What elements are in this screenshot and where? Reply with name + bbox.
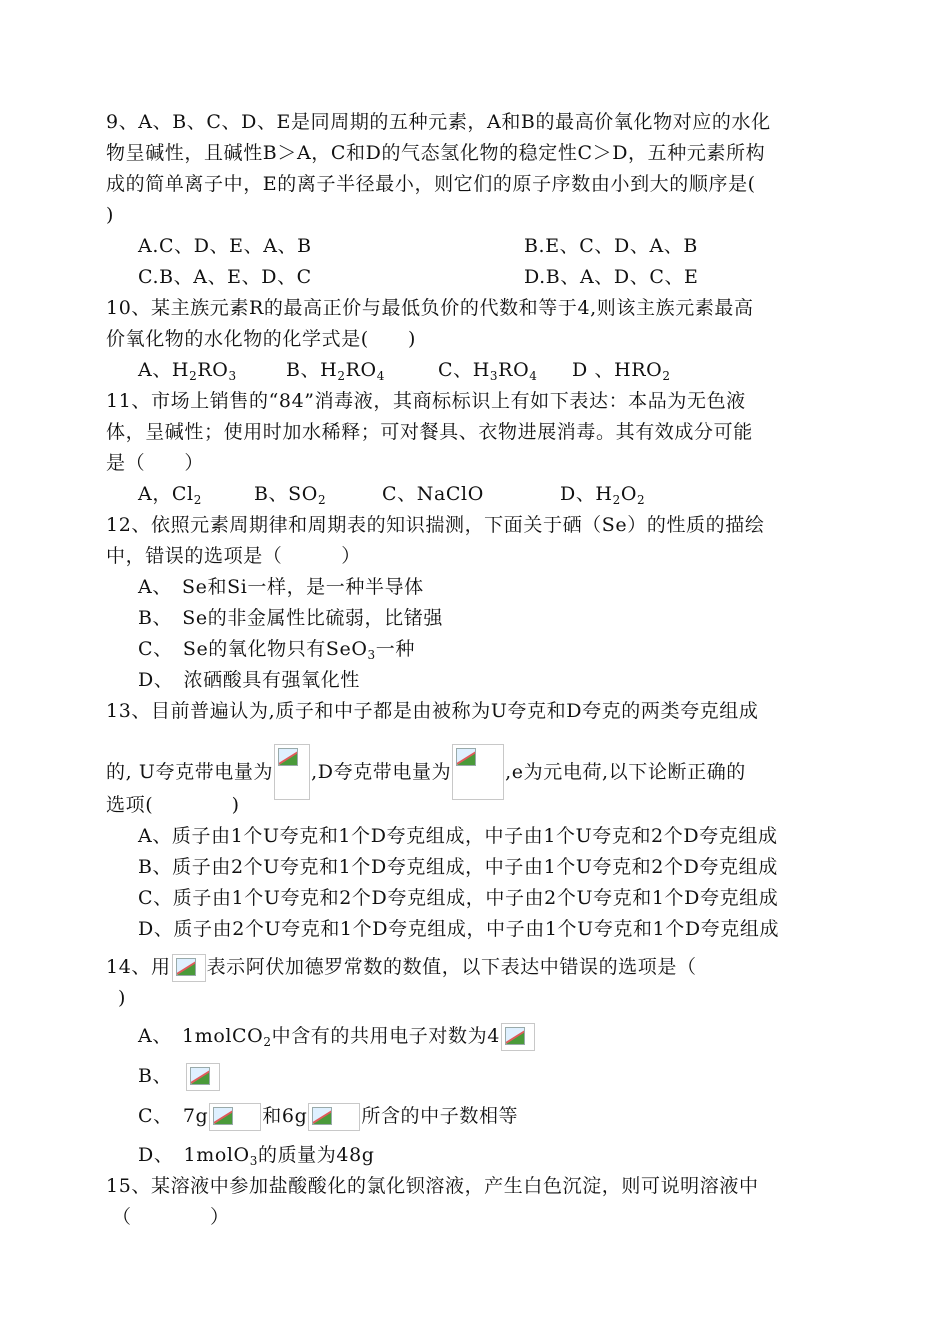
q14-line-1: 14、用 表示阿伏加德罗常数的数值，以下表达中错误的选项是（	[106, 953, 697, 982]
q10-option-d: D 、$HRO_2$	[572, 359, 671, 383]
q10-line-2: 价氧化物的水化物的化学式是( )	[106, 328, 417, 350]
q9-option-a: A.C、D、E、A、B	[138, 235, 312, 257]
q12-line-1: 12、依照元素周期律和周期表的知识揣测，下面关于硒（Se）的性质的描绘	[106, 514, 765, 536]
q11-option-b: B、$SO_2$	[254, 483, 327, 507]
broken-image-icon	[308, 1103, 360, 1131]
q11-option-c: C、NaClO	[382, 483, 484, 505]
q12-option-c: C、 Se的氧化物只有SeO$_3$一种	[138, 638, 415, 662]
q11-line-3: 是（ ）	[106, 452, 205, 474]
q11-line-2: 体，呈碱性；使用时加水稀释；可对餐具、衣物进展消毒。其有效成分可能	[106, 421, 753, 443]
q14-option-d: D、 1molO$_3$的质量为48g	[138, 1144, 375, 1168]
q14-option-b: B、	[138, 1062, 221, 1091]
q9-line-3: 成的简单离子中，E的离子半径最小，则它们的原子序数由小到大的顺序是(	[106, 173, 756, 195]
broken-image-icon	[501, 1023, 535, 1051]
q13-option-d: D、质子由2个U夸克和1个D夸克组成，中子由1个U夸克和1个D夸克组成	[138, 918, 780, 940]
q12-option-b: B、 Se的非金属性比硫弱，比锗强	[138, 607, 443, 629]
q11-option-d: D、$H_2O_2$	[560, 483, 646, 507]
q13-line-2: 的, U夸克带电量为 ,D夸克带电量为 ,e为元电荷,以下论断正确的	[106, 744, 746, 800]
broken-image-icon	[452, 744, 504, 800]
broken-image-icon	[274, 744, 310, 800]
q12-line-2: 中，错误的选项是（ ）	[106, 545, 361, 567]
q9-line-2: 物呈碱性，且碱性B＞A，C和D的气态氢化物的稳定性C＞D，五种元素所构	[106, 142, 766, 164]
q13-line-3: 选项( )	[106, 794, 240, 816]
q14-option-a: A、 1molCO$_2$中含有的共用电子对数为4	[138, 1022, 536, 1051]
q10-option-a: A、$H_2RO_3$	[138, 359, 237, 383]
q12-option-a: A、 Se和Si一样，是一种半导体	[138, 576, 424, 598]
q9-option-d: D.B、A、D、C、E	[524, 266, 699, 288]
q9-line-4: )	[106, 204, 115, 226]
broken-image-icon	[209, 1103, 261, 1131]
q10-line-1: 10、某主族元素R的最高正价与最低负价的代数和等于4,则该主族元素最高	[106, 297, 754, 319]
q14-line-2: )	[118, 987, 127, 1009]
q13-option-a: A、质子由1个U夸克和1个D夸克组成，中子由1个U夸克和2个D夸克组成	[138, 825, 778, 847]
q9-option-b: B.E、C、D、A、B	[524, 235, 698, 257]
q13-line-1: 13、目前普遍认为,质子和中子都是由被称为U夸克和D夸克的两类夸克组成	[106, 700, 759, 722]
broken-image-icon	[186, 1063, 220, 1091]
q10-option-c: C、$H_3RO_4$	[438, 359, 538, 383]
q13-option-b: B、质子由2个U夸克和1个D夸克组成，中子由1个U夸克和2个D夸克组成	[138, 856, 778, 878]
broken-image-icon	[172, 954, 206, 982]
q10-option-b: B、$H_2RO_4$	[286, 359, 385, 383]
q9-line-1: 9、A、B、C、D、E是同周期的五种元素，A和B的最高价氧化物对应的水化	[106, 111, 771, 133]
q14-option-c: C、 7g 和6g 所含的中子数相等	[138, 1102, 518, 1131]
q12-option-d: D、 浓硒酸具有强氧化性	[138, 669, 360, 691]
q13-option-c: C、质子由1个U夸克和2个D夸克组成，中子由2个U夸克和1个D夸克组成	[138, 887, 779, 909]
q11-option-a: A，$Cl_2$	[138, 483, 202, 507]
q11-line-1: 11、市场上销售的“84”消毒液，其商标标识上有如下表达：本品为无色液	[106, 390, 746, 412]
q15-line-2: （ ）	[112, 1206, 230, 1228]
q15-line-1: 15、某溶液中参加盐酸酸化的氯化钡溶液，产生白色沉淀，则可说明溶液中	[106, 1175, 759, 1197]
q9-option-c: C.B、A、E、D、C	[138, 266, 312, 288]
